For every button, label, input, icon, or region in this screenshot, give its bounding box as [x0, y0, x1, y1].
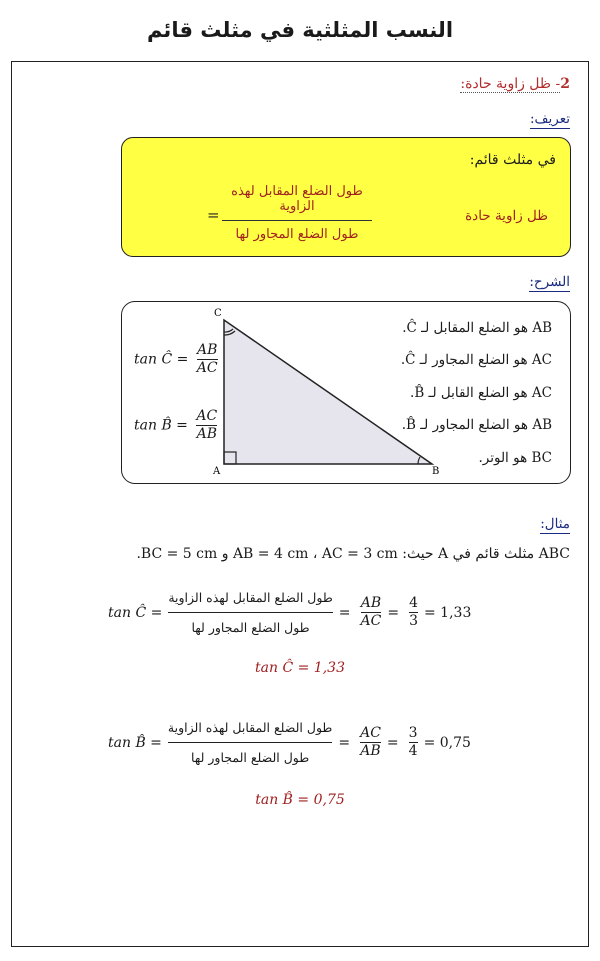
example-statement: ABC مثلث قائم في A حيث: AB = 4 cm ، AC = 3 cm و BC = 5 cm.: [136, 546, 570, 562]
calc-b-n2: 3: [408, 725, 418, 741]
section-title: - ظل زاوية حادة:: [460, 76, 561, 92]
calc-b-den: AB: [360, 743, 381, 759]
calc-b-num-fraction: [409, 725, 418, 760]
calc-c-word-den: طول الضلع المجاور لها: [191, 620, 310, 635]
section-number: 2: [560, 76, 570, 92]
formula-tan-c-den: AC: [196, 360, 218, 376]
formula-tan-b-lhs: tan B̂ =: [134, 417, 188, 434]
calc-b-d2: 4: [408, 743, 418, 759]
formula-tan-b-den: AB: [196, 426, 217, 442]
formula-tan-c: [134, 342, 218, 377]
explanation-line-2: AC هو الضلع المجاور لـ Ĉ.: [400, 352, 552, 368]
explanation-line-4: AB هو الضلع المجاور لـ B̂.: [401, 417, 552, 433]
calc-b-fraction: [360, 725, 381, 760]
calc-c-d2: 3: [409, 613, 418, 629]
section-heading: [460, 76, 570, 92]
formula-tan-c-fraction: [197, 342, 218, 377]
triangle-abc: [224, 320, 432, 464]
example-heading: مثال:: [540, 516, 570, 532]
result-tan-b: tan B̂ = 0,75: [255, 792, 345, 808]
calc-c-n2: 4: [409, 595, 418, 611]
calc-c-eq1: =: [338, 604, 351, 621]
calc-b-eq1: =: [338, 734, 351, 751]
explanation-line-1: AB هو الضلع المقابل لـ Ĉ.: [402, 320, 552, 336]
calc-b-word-fraction: [168, 720, 332, 765]
page-title: النسب المثلثية في مثلث قائم: [146, 18, 454, 42]
calc-c-rest: = 1,33: [424, 604, 472, 621]
example-calc-tan-c: [108, 590, 471, 635]
formula-tan-c-lhs: tan Ĉ =: [134, 351, 189, 368]
definition-fraction: [222, 184, 372, 242]
calc-b-word-num: طول الضلع المقابل لهذه الزاوية: [167, 720, 333, 735]
calc-c-eq2: =: [387, 604, 400, 621]
definition-box: [121, 137, 571, 257]
calc-b-word-den: طول الضلع المجاور لها: [191, 750, 310, 765]
calc-c-word-num: طول الضلع المقابل لهذه الزاوية: [168, 590, 333, 605]
explanation-line-3: AC هو الضلع القابل لـ B̂.: [410, 385, 552, 401]
definition-intro: في مثلث قائم:: [469, 152, 556, 168]
formula-tan-b-num: AC: [196, 408, 218, 424]
calc-c-den: AC: [360, 613, 382, 629]
vertex-c-label: C: [214, 308, 222, 319]
calc-b-num: AC: [360, 725, 381, 741]
formula-tan-b-fraction: [196, 408, 217, 443]
result-tan-c: tan Ĉ = 1,33: [255, 660, 345, 676]
calc-c-lhs: tan Ĉ =: [108, 604, 163, 621]
calc-b-lhs: tan B̂ =: [108, 734, 162, 751]
calc-b-eq2: =: [386, 734, 399, 751]
definition-equals: =: [207, 206, 220, 224]
calc-c-num-fraction: [409, 595, 418, 630]
calc-b-rest: = 0,75: [423, 734, 471, 751]
calc-c-num: AB: [360, 595, 382, 611]
explanation-heading: الشرح:: [529, 274, 570, 290]
example-calc-tan-b: [108, 720, 471, 765]
explanation-line-5: BC هو الوتر.: [478, 450, 552, 466]
definition-heading: تعريف:: [530, 111, 570, 127]
explanation-box: [121, 301, 571, 484]
definition-numerator: طول الضلع المقابل لهذه الزاوية: [231, 184, 363, 214]
fraction-bar: [222, 220, 372, 221]
fraction-bar: [168, 612, 332, 613]
formula-tan-b: [134, 408, 217, 443]
definition-lhs: ظل زاوية حادة: [465, 208, 548, 224]
formula-tan-c-num: AB: [197, 342, 218, 358]
fraction-bar: [168, 742, 332, 743]
calc-c-word-fraction: [168, 590, 332, 635]
calc-c-fraction: [361, 595, 382, 630]
definition-denominator: طول الضلع المجاور لها: [235, 227, 359, 242]
vertex-a-label: A: [213, 466, 221, 477]
vertex-b-label: B: [432, 466, 440, 477]
